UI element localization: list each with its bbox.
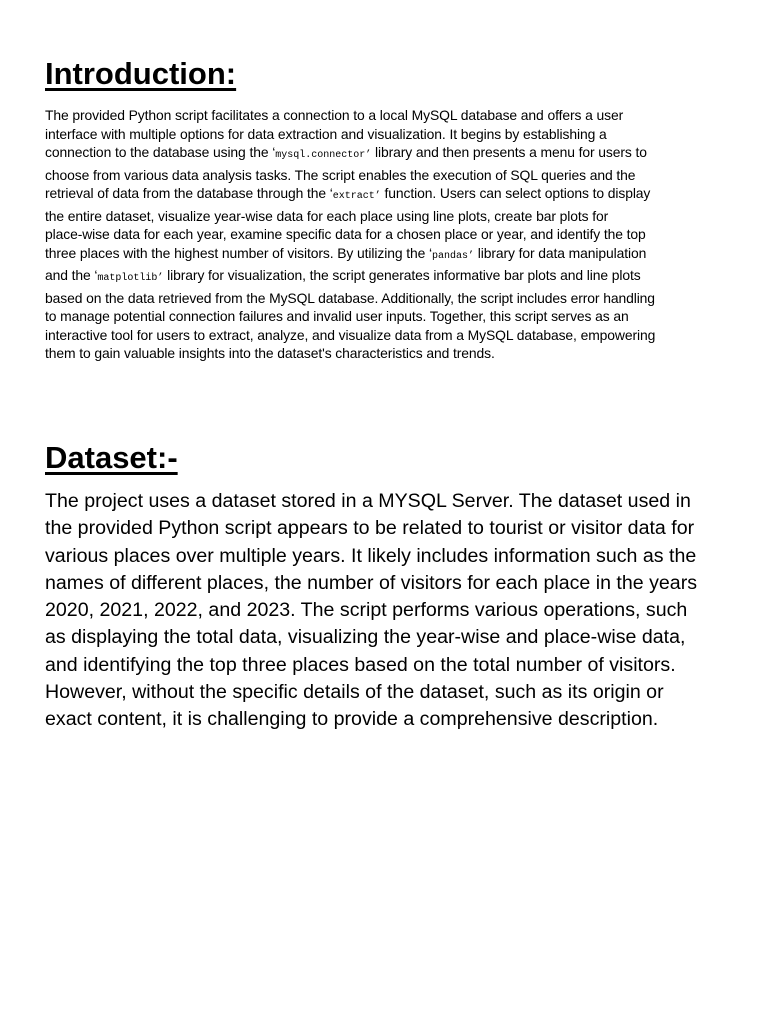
- text-segment: interactive tool for users to extract, analyze, and visualize data from a MySQL database, empowering: [45, 326, 656, 343]
- dataset-line: The project uses a dataset stored in a MYSQL Server. The dataset used in: [45, 490, 691, 512]
- introduction-line: [45, 143, 730, 166]
- text-segment: and the ‘: [45, 267, 98, 283]
- introduction-line: [45, 184, 730, 207]
- text-segment: connection to the database using the ‘: [45, 144, 276, 160]
- inline-code: extract’: [332, 191, 381, 202]
- text-segment: interface with multiple options for data extraction and visualization. It begins by establishing a: [45, 125, 607, 142]
- dataset-line: exact content, it is challenging to provide a comprehensive description.: [45, 708, 659, 731]
- text-segment: library for data manipulation: [473, 244, 647, 261]
- introduction-line: [45, 225, 730, 244]
- introduction-line: [45, 266, 730, 289]
- text-segment: to manage potential connection failures and invalid user inputs. Together, this script serves as an: [45, 308, 629, 324]
- text-segment: the entire dataset, visualize year-wise data for each place using line plots, create bar plots for: [45, 207, 609, 224]
- introduction-line: [45, 166, 730, 185]
- introduction-line: [45, 289, 730, 308]
- dataset-paragraph: [45, 488, 730, 734]
- text-segment: The provided Python script facilitates a connection to a local MySQL database and offers a user: [45, 107, 624, 123]
- dataset-line: as displaying the total data, visualizing the year-wise and place-wise data,: [45, 626, 686, 649]
- introduction-line: [45, 125, 730, 144]
- dataset-line: 2020, 2021, 2022, and 2023. The script performs various operations, such: [45, 599, 688, 622]
- dataset-line: However, without the specific details of the dataset, such as its origin or: [45, 681, 664, 704]
- introduction-line: [45, 244, 730, 267]
- introduction-line: [45, 307, 730, 326]
- dataset-heading: Dataset:-: [45, 440, 178, 475]
- introduction-heading: Introduction:: [45, 56, 237, 91]
- dataset-line: various places over multiple years. It likely includes information such as the: [45, 544, 697, 567]
- text-segment: choose from various data analysis tasks. The script enables the execution of SQL queries and the: [45, 166, 636, 183]
- text-segment: library and then presents a menu for users to: [371, 144, 647, 160]
- text-segment: place-wise data for each year, examine specific data for a chosen place or year, and identify the top: [45, 226, 646, 242]
- dataset-line: the provided Python script appears to be related to tourist or visitor data for: [45, 517, 695, 540]
- text-segment: based on the data retrieved from the MySQL database. Additionally, the script includes error handling: [45, 289, 655, 306]
- introduction-line: [45, 207, 730, 226]
- dataset-line: and identifying the top three places based on the total number of visitors.: [45, 653, 676, 676]
- text-segment: retrieval of data from the database through the ‘: [45, 185, 333, 201]
- text-segment: function. Users can select options to display: [380, 185, 651, 201]
- text-segment: them to gain valuable insights into the dataset's characteristics and trends.: [45, 345, 495, 361]
- inline-code: pandas’: [431, 250, 474, 262]
- dataset-line: names of different places, the number of visitors for each place in the years: [45, 571, 698, 594]
- introduction-line: [45, 326, 730, 345]
- text-segment: three places with the highest number of visitors. By utilizing the ‘: [45, 244, 432, 261]
- inline-code: matplotlib’: [97, 273, 164, 284]
- introduction-line: [45, 344, 730, 363]
- text-segment: library for visualization, the script generates informative bar plots and line plots: [163, 267, 641, 283]
- inline-code: mysql.connector’: [275, 150, 372, 161]
- introduction-line: [45, 106, 730, 125]
- introduction-paragraph: [45, 106, 730, 363]
